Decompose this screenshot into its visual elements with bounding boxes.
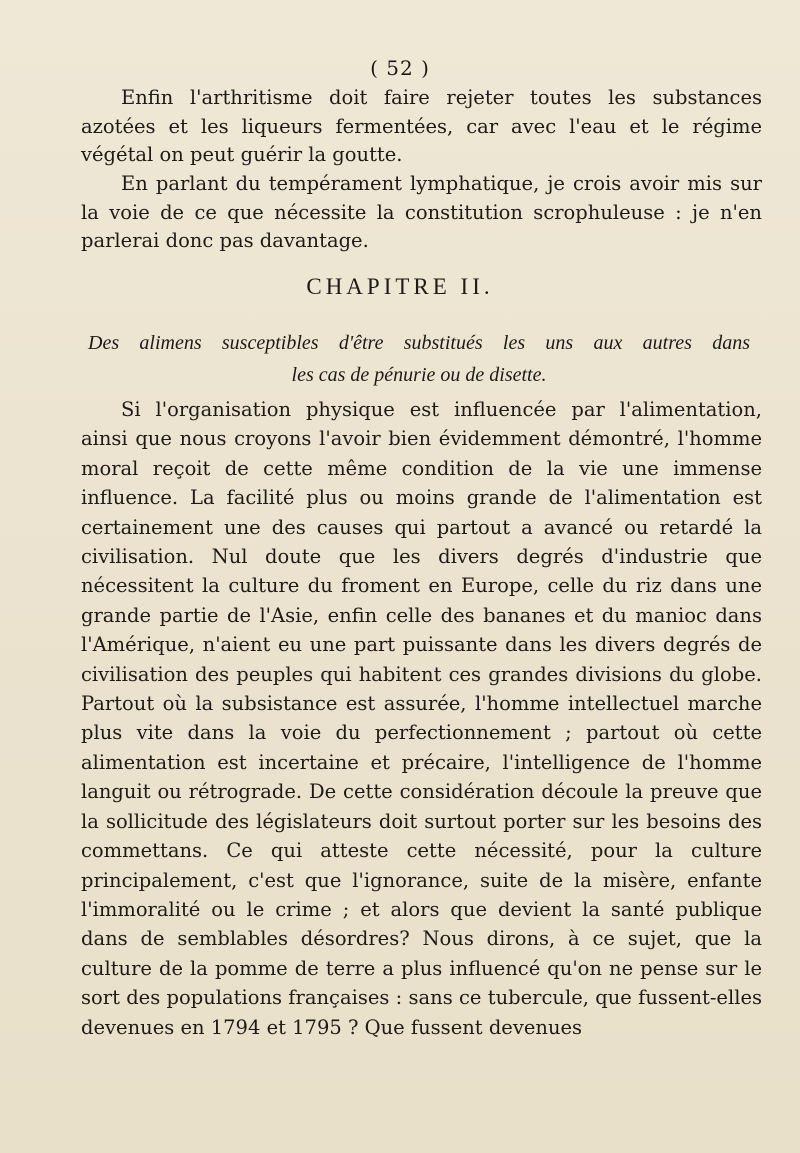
page-number: ( 52 ) [370,56,430,80]
chapter-subtitle-line-2: les cas de pénurie ou de disette. [291,364,547,386]
chapter-subtitle [88,327,750,391]
paragraph-organisation-physique: Si l'organisation physique est influencée par l'alimentation, ainsi que nous croyons l'avoir bien évidemment démontré, l'homme moral reçoit de cette même condition de la vie une immense influence. La facilité plus ou moins grande de l'alimentation est certainement une des causes qui partout a avancé ou retardé la civilisation. Nul doute que les divers degrés d'industrie que nécessitent la culture du froment en Europe, celle du riz dans une grande partie de l'Asie, enfin celle des bananes et du manioc dans l'Amérique, n'aient eu une part puissante dans les divers degrés de civilisation des peuples qui habitent ces grandes divisions du globe. Partout où la subsistance est assurée, l'homme intellectuel marche plus vite dans la voie du perfectionnement ; partout où cette alimentation est incertaine et précaire, l'intelligence de l'homme languit ou rétrograde. De cette considération découle la preuve que la sollicitude des législateurs doit surtout porter sur les besoins des commettans. Ce qui atteste cette nécessité, pour la culture principalement, c'est que l'ignorance, suite de la misère, enfante l'immoralité ou le crime ; et alors que devient la santé publique dans de semblables désordres? Nous dirons, à ce sujet, que la culture de la pomme de terre a plus influencé qu'on ne pense sur le sort des populations françaises : sans ce tubercule, que fussent-elles devenues en 1794 et 1795 ? Que fussent devenues [81,398,762,1039]
paragraph-arthritisme: Enfin l'arthritisme doit faire rejeter toutes les substances azotées et les liqueurs fermentées, car avec l'eau et le régime végétal on peut guérir la goutte. [81,86,762,167]
paragraph-temperament-lymphatique: En parlant du tempérament lymphatique, je crois avoir mis sur la voie de ce que nécessite la constitution scrophuleuse : je n'en parlerai donc pas davantage. [81,172,762,253]
chapter-heading: CHAPITRE II. [306,274,494,299]
chapter-subtitle-line-1: Des alimens susceptibles d'être substitués les uns aux autres dans [88,332,750,354]
